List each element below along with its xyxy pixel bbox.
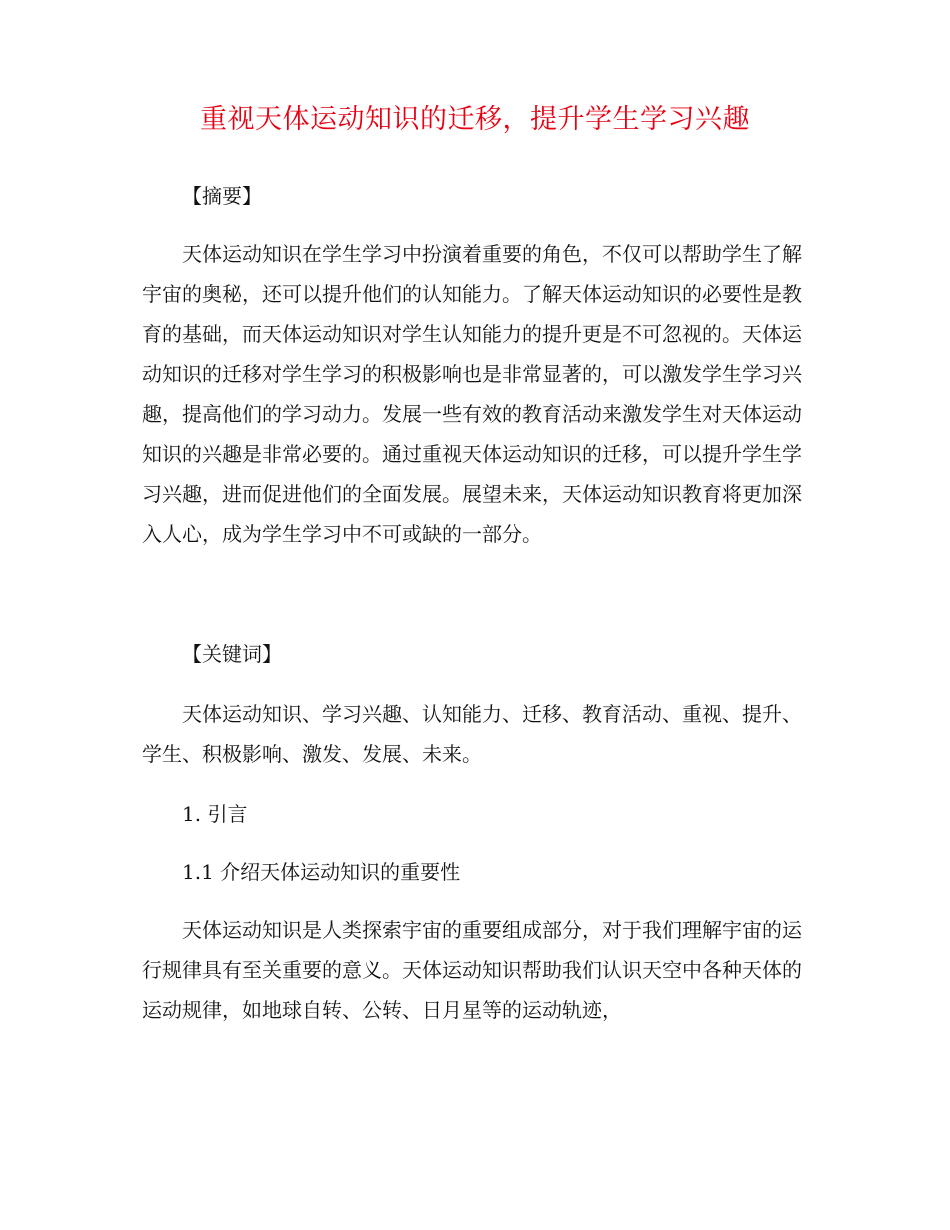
document-title: 重视天体运动知识的迁移，提升学生学习兴趣 xyxy=(200,104,750,135)
section-1-heading: 1. 引言 xyxy=(182,802,248,826)
abstract-heading: 【摘要】 xyxy=(182,184,262,208)
keywords-heading: 【关键词】 xyxy=(182,642,282,666)
section-1-1-heading: 1.1 介绍天体运动知识的重要性 xyxy=(182,860,461,884)
keywords-paragraph: 天体运动知识、学习兴趣、认知能力、迁移、教育活动、重视、提升、学生、积极影响、激发、发展、未来。 xyxy=(142,702,802,766)
abstract-paragraph: 天体运动知识在学生学习中扮演着重要的角色，不仅可以帮助学生了解宇宙的奥秘，还可以提升他们的认知能力。了解天体运动知识的必要性是教育的基础，而天体运动知识对学生认知能力的提升更是不可忽视的。天体运动知识的迁移对学生学习的积极影响也是非常显著的，可以激发学生学习兴趣，提高他们的学习动力。发展一些有效的教育活动来激发学生对天体运动知识的兴趣是非常必要的。通过重视天体运动知识的迁移，可以提升学生学习兴趣，进而促进他们的全面发展。展望未来，天体运动知识教育将更加深入人心，成为学生学习中不可或缺的一部分。 xyxy=(142,242,802,546)
section-1-1-paragraph: 天体运动知识是人类探索宇宙的重要组成部分，对于我们理解宇宙的运行规律具有至关重要的意义。天体运动知识帮助我们认识天空中各种天体的运动规律，如地球自转、公转、日月星等的运动轨迹， xyxy=(142,918,802,1022)
